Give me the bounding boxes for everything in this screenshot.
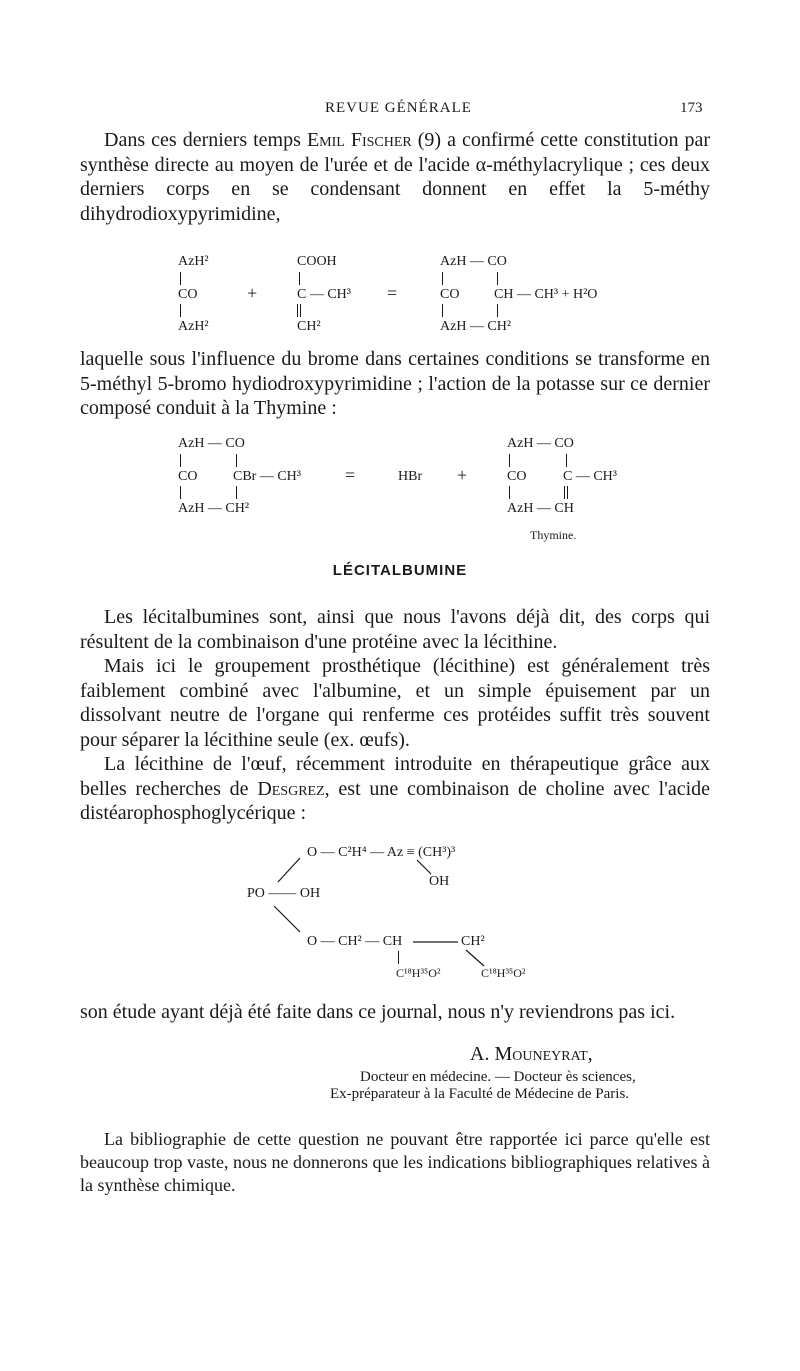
urea-bottom: AzH² <box>178 319 209 334</box>
acid-mid: C — CH³ <box>297 287 351 302</box>
thymine-label: Thymine. <box>530 528 577 542</box>
paragraph-conclusion: son étude ayant déjà été faite dans ce journal, nous n'y reviendrons pas ici. <box>80 1001 676 1023</box>
thymine-mid-left: CO <box>507 469 527 484</box>
bond-line <box>509 454 510 467</box>
paragraph-prosthetic-group: Mais ici le groupement prosthétique (lécithine) est généralement très faiblement combiné avec l'albumine, et un simple épuisement par un dissolvant neutre de l'organe qui renferme ces protéides suffit très souvent pour séparer la lécithine seule (ex. œufs). <box>80 655 710 751</box>
bond-line <box>417 860 431 874</box>
plus-sign: + <box>457 465 468 485</box>
formula-lower-chain-a: O — CH² — CH <box>307 934 403 949</box>
bond-line <box>466 950 484 966</box>
reactant-mid-right: CBr — CH³ <box>233 469 301 484</box>
urea-top: AzH² <box>178 254 209 269</box>
bond-line <box>442 304 443 317</box>
bond-line <box>497 272 498 285</box>
paragraph-bromination: laquelle sous l'influence du brome dans certaines conditions se transforme en 5-méthyl 5-bromo hydiodroxypyrimidine ; l'action de la potasse sur ce dernier composé conduit à la Thymine : <box>80 348 710 419</box>
formula-acyl-1: C¹⁸H³⁵O² <box>396 966 441 980</box>
equals-sign: = <box>387 283 398 303</box>
double-bond <box>564 486 568 499</box>
page-number: 173 <box>680 100 703 116</box>
bond-line <box>236 486 237 499</box>
formula-upper-oh: OH <box>429 874 450 889</box>
formula-core: PO —— OH <box>247 886 321 901</box>
product-mid-left: CO <box>440 287 460 302</box>
bond-line <box>180 486 181 499</box>
acid-bottom: CH² <box>297 319 321 334</box>
formula-acyl-2: C¹⁸H³⁵O² <box>481 966 526 980</box>
bond-line <box>398 951 399 964</box>
bond-line <box>566 454 567 467</box>
thymine-bottom: AzH — CH <box>507 501 574 516</box>
urea-mid: CO <box>178 287 198 302</box>
bond-line <box>274 906 300 932</box>
author-name-desgrez: Desgrez <box>257 777 325 800</box>
bond-line <box>497 304 498 317</box>
thymine-top: AzH — CO <box>507 436 574 451</box>
paragraph-fischer-synthesis: Dans ces derniers temps Emil Fischer (9) a confirmé cette constitution par synthèse directe au moyen de l'urée et de l'acide α-méthylacrylique ; ces deux derniers corps en se condensant donnent en effet la 5-méthy dihydrodioxypyrimidine, <box>80 129 711 225</box>
paragraph-lecitalbumines: Les lécitalbumines sont, ainsi que nous l'avons déjà dit, des corps qui résultent de la combinaison d'une protéine avec la lécithine. <box>80 606 710 653</box>
plus-sign: + <box>247 283 258 303</box>
bond-line <box>509 486 510 499</box>
signature-title-2: Ex-préparateur à la Faculté de Médecine de Paris. <box>330 1086 630 1102</box>
product-top: AzH — CO <box>440 254 507 269</box>
page-header <box>0 100 800 120</box>
thymine-mid-right: C — CH³ <box>563 469 617 484</box>
bond-line <box>442 272 443 285</box>
paragraph-egg-lecithin: La lécithine de l'œuf, récemment introduite en thérapeutique grâce aux belles recherches de Desgrez, est une combinaison de choline avec l'acide distéarophosphoglycérique : <box>80 753 711 824</box>
signature-title-1: Docteur en médecine. — Docteur ès sciences, <box>360 1069 636 1085</box>
double-bond <box>297 304 301 317</box>
reactant-bottom: AzH — CH² <box>178 501 250 516</box>
formula-lower-chain-b: CH² <box>461 934 485 949</box>
bond-line <box>299 272 300 285</box>
acid-top: COOH <box>297 254 337 269</box>
signature-name: A. Mouneyrat, <box>470 1043 593 1065</box>
reactant-top: AzH — CO <box>178 436 245 451</box>
bond-line <box>236 454 237 467</box>
reactant-mid-left: CO <box>178 469 198 484</box>
bibliography-note: La bibliographie de cette question ne pouvant être rapportée ici parce qu'elle est beaucoup trop vaste, nous ne donnerons que les indications bibliographiques relatives à la synthèse chimique. <box>80 1129 710 1195</box>
running-title: REVUE GÉNÉRALE <box>325 100 472 116</box>
bond-line <box>180 272 181 285</box>
bond-line <box>180 454 181 467</box>
equals-sign: = <box>345 465 356 485</box>
formula-upper-chain: O — C²H⁴ — Az ≡ (CH³)³ <box>307 845 456 860</box>
bond-line <box>180 304 181 317</box>
bond-line <box>278 858 300 882</box>
product-mid-right: CH — CH³ + H²O <box>494 287 598 302</box>
author-name-fischer: Emil Fischer <box>306 129 412 151</box>
section-heading: LÉCITALBUMINE <box>332 562 468 579</box>
hbr-byproduct: HBr <box>398 469 423 484</box>
product-bottom: AzH — CH² <box>440 319 512 334</box>
